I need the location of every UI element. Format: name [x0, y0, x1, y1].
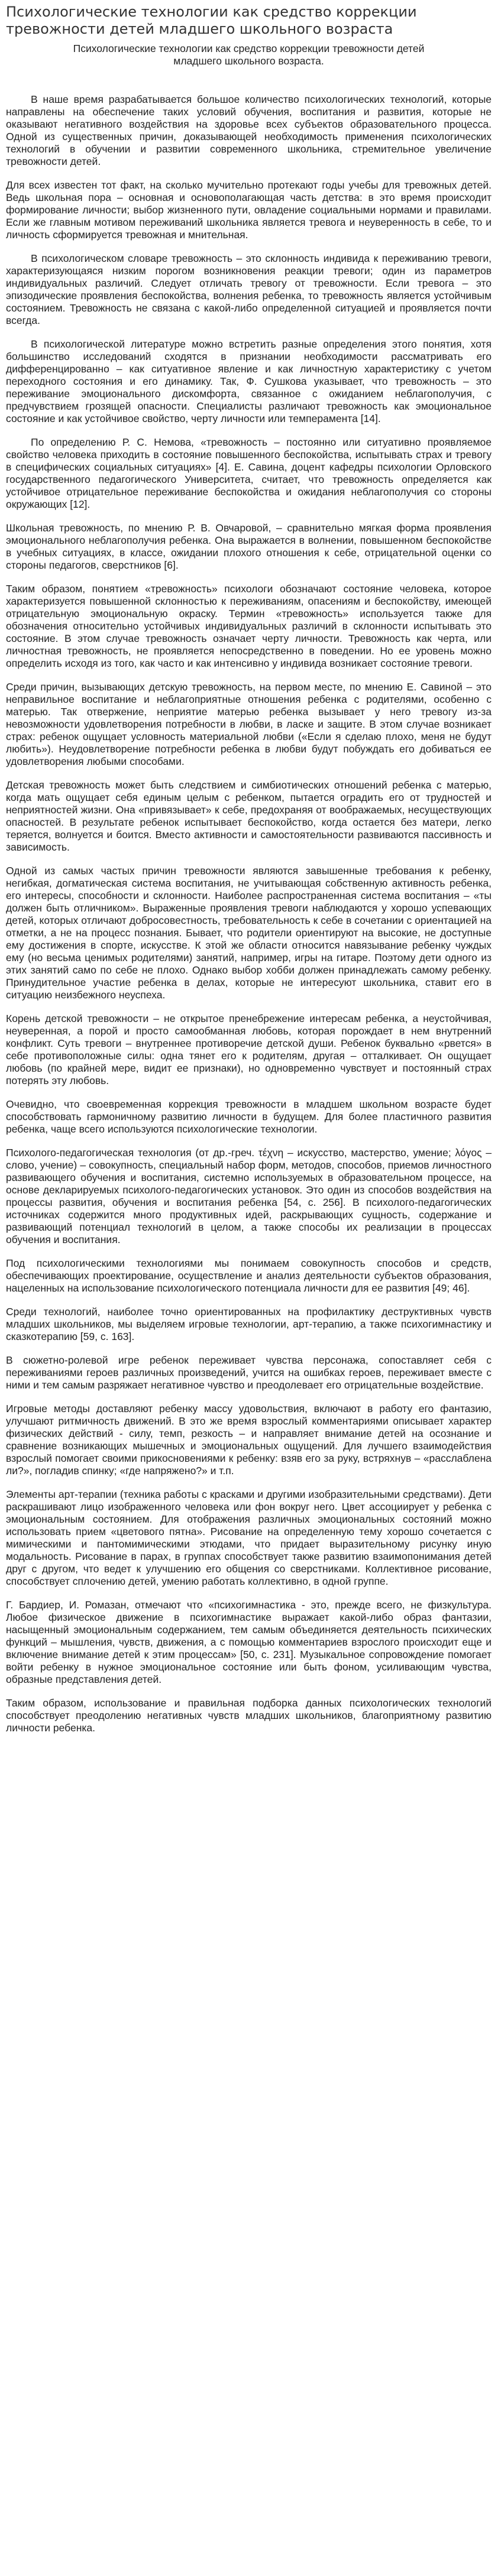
article-paragraph: В сюжетно-ролевой игре ребенок переживает чувства персонажа, сопоставляет себя с переживаниями героев различных произведений, учится на ошибках героев, переживает вместе с ними и тем самым разряжает негативное чувство и преодолевает его отрицательные воздействие. — [6, 1354, 492, 1391]
article-paragraph: Корень детской тревожности – не открытое пренебрежение интересам ребенка, а неустойчивая, неуверенная, а порой и просто самообманная любовь, которая порождает в нем внутренний конфликт. Суть тревоги – внутреннее противоречие детской души. Ребенок буквально «рвется» в себе противоположные силы: одна тянет его к родителям, другая – отталкивает. Он ощущает любовь (по крайней мере, видит ее признаки), но одновременно чувствует и постоянный страх потерять эту любовь. — [6, 1013, 492, 1086]
article-paragraph: Детская тревожность может быть следствием и симбиотических отношений ребенка с матерью, когда мать ощущает себя единым целым с ребенком, пытается оградить его от трудностей и неприятностей жизни. Она «привязывает» к себе, предохраняя от воображаемых, несуществующих опасностей. В результате ребенок испытывает беспокойство, когда остается без матери, легко теряется, волнуется и боится. Вместо активности и самостоятельности развиваются пассивность и зависимость. — [6, 779, 492, 853]
article-body — [6, 93, 492, 1734]
article-paragraph: Одной из самых частых причин тревожности являются завышенные требования к ребенку, негибкая, догматическая система воспитания, не учитывающая собственную активность ребенка, его интересы, способности и склонности. Наиболее распространенная система воспитания – «ты должен быть отличником». Выраженные проявления тревоги наблюдаются у хорошо успевающих детей, которых отличают добросовестность, требовательность к себе в сочетании с ориентацией на отметки, а не на процесс познания. Бывает, что родители ориентируют на высокие, не доступные ему достижения в спорте, искусстве. К этой же области относится навязывание ребенку чуждых ему (но весьма ценимых родителями) занятий, например, игры на гитаре. Поэтому дети одного из этих занятий само по себе не плохо. Однако выбор хобби должен принадлежать самому ребенку. Принудительное участие ребенка в делах, которые не интересуют школьника, ставит его в ситуацию неизбежного неуспеха. — [6, 865, 492, 1001]
article-paragraph: В психологической литературе можно встретить разные определения этого понятия, хотя большинство исследований сходятся в признании необходимости рассматривать его дифференцированно – как ситуативное явление и как личностную характеристику с учетом переходного состояния и его динамику. Так, Ф. Сушкова указывает, что тревожность – это переживание эмоционального дискомфорта, связанное с ожиданием неблагополучия, с предчувствием грозящей опасности. Специалисты различают тревожность как эмоциональное состояние и как устойчивое свойство, черту личности или темперамента [14]. — [6, 338, 492, 424]
article-paragraph: В наше время разрабатывается большое количество психологических технологий, которые направлены на обеспечение таких условий обучения, воспитания и развития, которые не оказывают негативного воздействия на здоровье всех субъектов образовательного процесса. Одной из существенных причин, доказывающей необходимость применения психологических технологий в обучении и развитии современного школьника, стремительное увеличение тревожности детей. — [6, 93, 492, 167]
article-paragraph: Элементы арт-терапии (техника работы с красками и другими изобразительными средствами). Дети раскрашивают лицо изображенного человека или фон вокруг него. Цвет ассоциирует у ребенка с эмоциональным состоянием. Для отображения различных эмоциональных состояний можно использовать прием «цветового пятна». Рисование на определенную тему хорошо сочетается с мимическими и пантомимическими этюдами, что придает выразительному рисунку иную модальность. Рисование в парах, в группах способствует также развитию взаимопонимания детей друг с другом, что ведет к улучшению его общения со сверстниками. Коллективное рисование, способствует сплочению детей, умению работать коллективно, в одной группе. — [6, 1488, 492, 1587]
article-paragraph: По определению Р. С. Немова, «тревожность – постоянно или ситуативно проявляемое свойство человека приходить в состояние повышенного беспокойства, испытывать страх и тревогу в специфических социальных ситуациях» [4]. Е. Савина, доцент кафедры психологии Орловского государственного педагогического Университета, считает, что тревожность определяется как устойчивое отрицательное переживание беспокойства и ожидания неблагополучия со стороны окружающих [12]. — [6, 436, 492, 510]
article-paragraph: В психологическом словаре тревожность – это склонность индивида к переживанию тревоги, характеризующаяся низким порогом возникновения реакции тревоги; один из параметров индивидуальных различий. Следует отличать тревогу от тревожности. Если тревога – это эпизодические проявления беспокойства, волнения ребенка, то тревожность является устойчивым состоянием. Тревожность не связана с какой-либо определенной ситуацией и проявляется почти всегда. — [6, 252, 492, 326]
article-paragraph: Г. Бардиер, И. Ромазан, отмечают что «психогимнастика - это, прежде всего, не физкультура. Любое физическое движение в психогимнастике выражает какой-либо образ фантазии, насыщенный эмоциональным содержанием, тем самым объединяется деятельность психических функций – мышления, чувств, движения, а с помощью комментариев взрослого происходит еще и включение внимание детей к этим процессам» [50, с. 231]. Музыкальное сопровождение помогает войти ребенку в нужное эмоциональное состояние или быть фоном, усиливающим чувства, образные представления детей. — [6, 1599, 492, 1685]
article-paragraph: Игровые методы доставляют ребенку массу удовольствия, включают в работу его фантазию, улучшают ритмичность движений. В это же время взрослый комментариями описывает характер физических действий - силу, темп, резкость – и направляет внимание детей на осознание и сравнение возникающих мышечных и эмоциональных ощущений. Для лучшего взаимодействия взрослый помогает своими прикосновениями к ребенку: взяв его за руку, встряхнув – «расслаблена ли?», погладив спинку; «где напряжено?» и т.п. — [6, 1403, 492, 1477]
article-paragraph: Под психологическими технологиями мы понимаем совокупность способов и средств, обеспечивающих проектирование, осуществление и анализ деятельности субъектов образования, нацеленных на использование психологического потенциала личности для ее развития [49; 46]. — [6, 1257, 492, 1294]
article-paragraph: Школьная тревожность, по мнению Р. В. Овчаровой, – сравнительно мягкая форма проявления эмоционального неблагополучия ребенка. Она выражается в волнении, повышенном беспокойстве в учебных ситуациях, в классе, ожидании плохого отношения к себе, отрицательной оценки со стороны педагогов, сверстников [6]. — [6, 522, 492, 571]
article-title: Психологические технологии как средство коррекции тревожности детей младшего школьного возраста — [6, 4, 417, 37]
article-paragraph: Для всех известен тот факт, на сколько мучительно протекают годы учебы для тревожных детей. Ведь школьная пора – основная и основополагающая часть детства: в это время происходит формирование личности; выбор жизненного пути, овладение социальными нормами и правилами. Если же главным мотивом переживаний школьника является тревога и неуверенность в себе, то и личность сформируется тревожная и мнительная. — [6, 179, 492, 241]
article-paragraph: Очевидно, что своевременная коррекция тревожности в младшем школьном возрасте будет способствовать гармоничному развитию личности в будущем. Для более пластичного развития ребенка, чаще всего используются психологические технологии. — [6, 1098, 492, 1135]
article-paragraph: Среди технологий, наиболее точно ориентированных на профилактику деструктивных чувств младших школьников, мы выделяем игровые технологии, арт-терапию, а также психогимнастику и сказкотерапию [59, с. 163]. — [6, 1306, 492, 1342]
article-subtitle: Психологические технологии как средство коррекции тревожности детей младшего школьного возраста. — [73, 43, 425, 67]
article-paragraph: Психолого-педагогическая технология (от др.-греч. τέχνη – искусство, мастерство, умение; λόγος – слово, учение) – совокупность, специальный набор форм, методов, способов, приемов личностного развивающего обучения и воспитания, системно используемых в образовательном процессе, на основе декларируемых психолого-педагогических установок. Это один из способов воздействия на процессы развития, обучения и воспитания ребенка [54, с. 256]. В психолого-педагогических источниках содержится много продуктивных идей, раскрывающих сущность, содержание и развивающий потенциал технологий в целом, а также способы их реализации в процессах обучения и воспитания. — [6, 1147, 492, 1245]
article-paragraph: Среди причин, вызывающих детскую тревожность, на первом месте, по мнению Е. Савиной – это неправильное воспитание и неблагоприятные отношения ребенка с родителями, особенно с матерью. Так отвержение, неприятие матерью ребенка вызывает у него тревогу из-за невозможности удовлетворения потребности в любви, в ласке и защите. В этом случае возникает страх: ребенок ощущает условность материальной любви («Если я сделаю плохо, меня не будут любить»). Неудовлетворение потребности ребенка в любви будут побуждать его добиваться ее удовлетворения любыми способами. — [6, 681, 492, 767]
article-paragraph: Таким образом, использование и правильная подборка данных психологических технологий способствует преодолению негативных чувств младших школьников, благоприятному развитию личности ребенка. — [6, 1697, 492, 1734]
article-paragraph: Таким образом, понятием «тревожность» психологи обозначают состояние человека, которое характеризуется повышенной склонностью к переживаниям, опасениям и беспокойству, имеющей отрицательную эмоциональную окраску. Термин «тревожность» используется также для обозначения относительно устойчивых индивидуальных различий в склонности испытывать это состояние. В этом случае тревожность означает черту личности. Тревожность как черта, или личностная тревожность, не проявляется непосредственно в поведении. Но ее уровень можно определить исходя из того, как часто и как интенсивно у индивида возникает состояние тревоги. — [6, 583, 492, 669]
